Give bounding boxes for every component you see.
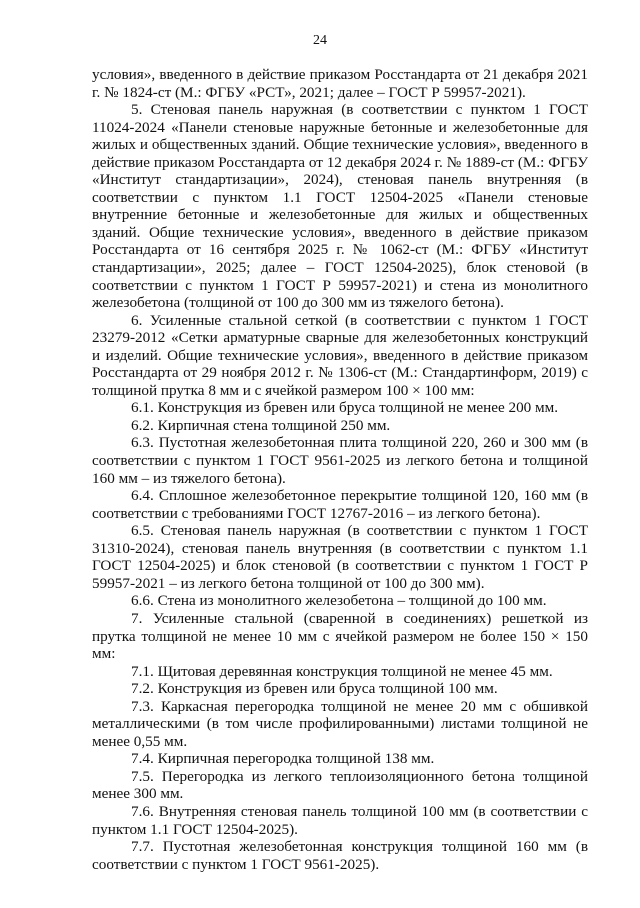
paragraph-item-6-6: 6.6. Стена из монолитного железобетона – толщиной до 100 мм.	[131, 592, 547, 610]
paragraph-item-6: 6. Усиленные стальной сеткой (в соответствии с пунктом 1 ГОСТ 23279-2012 «Сетки арматурные сварные для железобетонных конструкций и изделий. Общие технические условия», введенного в действие приказом Росстандарта от 29 ноября 2012 г. № 1306-ст (М.: Стандартинформ, 2019) с толщиной прутка 8 мм и с ячейкой размером 100 × 100 мм:	[92, 311, 588, 399]
paragraph-item-5: 5. Стеновая панель наружная (в соответствии с пунктом 1 ГОСТ 11024-2024 «Панели стеновые наружные бетонные и железобетонные для жилых и общественных зданий. Общие технические условия», введенного в действие приказом Росстандарта от 12 декабря 2024 г. № 1889-ст (М.: ФГБУ «Институт стандартизации», 2024), стеновая панель внутренняя (в соответствии с пунктом 1.1 ГОСТ 12504-2025 «Панели стеновые внутренние бетонные и железобетонные для жилых и общественных зданий. Общие технические условия», введенного в действие приказом Росстандарта от 16 сентября 2025 г. № 1062-ст (М.: ФГБУ «Институт стандартизации», 2025; далее – ГОСТ 12504-2025), блок стеновой (в соответствии с пунктом 1 ГОСТ Р 59957-2021) и стена из монолитного железобетона (толщиной от 100 до 300 мм из тяжелого бетона).	[92, 101, 588, 312]
paragraph-item-7-5: 7.5. Перегородка из легкого теплоизоляционного бетона толщиной менее 300 мм.	[92, 767, 588, 803]
paragraph-item-7-1: 7.1. Щитовая деревянная конструкция толщиной не менее 45 мм.	[131, 662, 553, 680]
paragraph-item-6-3: 6.3. Пустотная железобетонная плита толщиной 220, 260 и 300 мм (в соответствии с пунктом 1 ГОСТ 9561-2025 из легкого бетона и толщиной 160 мм – из тяжелого бетона).	[92, 434, 588, 487]
paragraph-item-7-7: 7.7. Пустотная железобетонная конструкция толщиной 160 мм (в соответствии с пунктом 1 ГОСТ 9561-2025).	[92, 838, 588, 873]
paragraph-continuation: условия», введенного в действие приказом Росстандарта от 21 декабря 2021 г. № 1824-ст (М.: ФГБУ «РСТ», 2021; далее – ГОСТ Р 59957-2021).	[92, 66, 588, 101]
paragraph-item-7-3: 7.3. Каркасная перегородка толщиной не менее 20 мм с обшивкой металлическими (в том числе профилированными) листами толщиной не менее 0,55 мм.	[92, 697, 588, 750]
paragraph-item-7: 7. Усиленные стальной (сваренной в соединениях) решеткой из прутка толщиной не менее 10 мм с ячейкой размером не более 150 × 150 мм:	[92, 609, 588, 663]
paragraph-item-7-6: 7.6. Внутренняя стеновая панель толщиной 100 мм (в соответствии с пунктом 1.1 ГОСТ 12504-2025).	[92, 802, 588, 838]
paragraph-item-7-4: 7.4. Кирпичная перегородка толщиной 138 мм.	[131, 750, 435, 768]
paragraph-item-6-2: 6.2. Кирпичная стена толщиной 250 мм.	[131, 416, 391, 434]
paragraph-item-6-4: 6.4. Сплошное железобетонное перекрытие толщиной 120, 160 мм (в соответствии с требованиями ГОСТ 12767-2016 – из легкого бетона).	[92, 487, 588, 522]
document-body	[92, 66, 588, 873]
page-number: 24	[313, 33, 327, 48]
paragraph-item-6-1: 6.1. Конструкция из бревен или бруса толщиной не менее 200 мм.	[131, 399, 559, 417]
paragraph-item-7-2: 7.2. Конструкция из бревен или бруса толщиной 100 мм.	[131, 680, 498, 698]
paragraph-item-6-5: 6.5. Стеновая панель наружная (в соответствии с пунктом 1 ГОСТ 31310-2024), стеновая панель внутренняя (в соответствии с пунктом 1.1 ГОСТ 12504-2025) и блок стеновой (в соответствии с пунктом 1 ГОСТ Р 59957-2021 – из легкого бетона толщиной от 100 до 300 мм).	[92, 522, 588, 592]
